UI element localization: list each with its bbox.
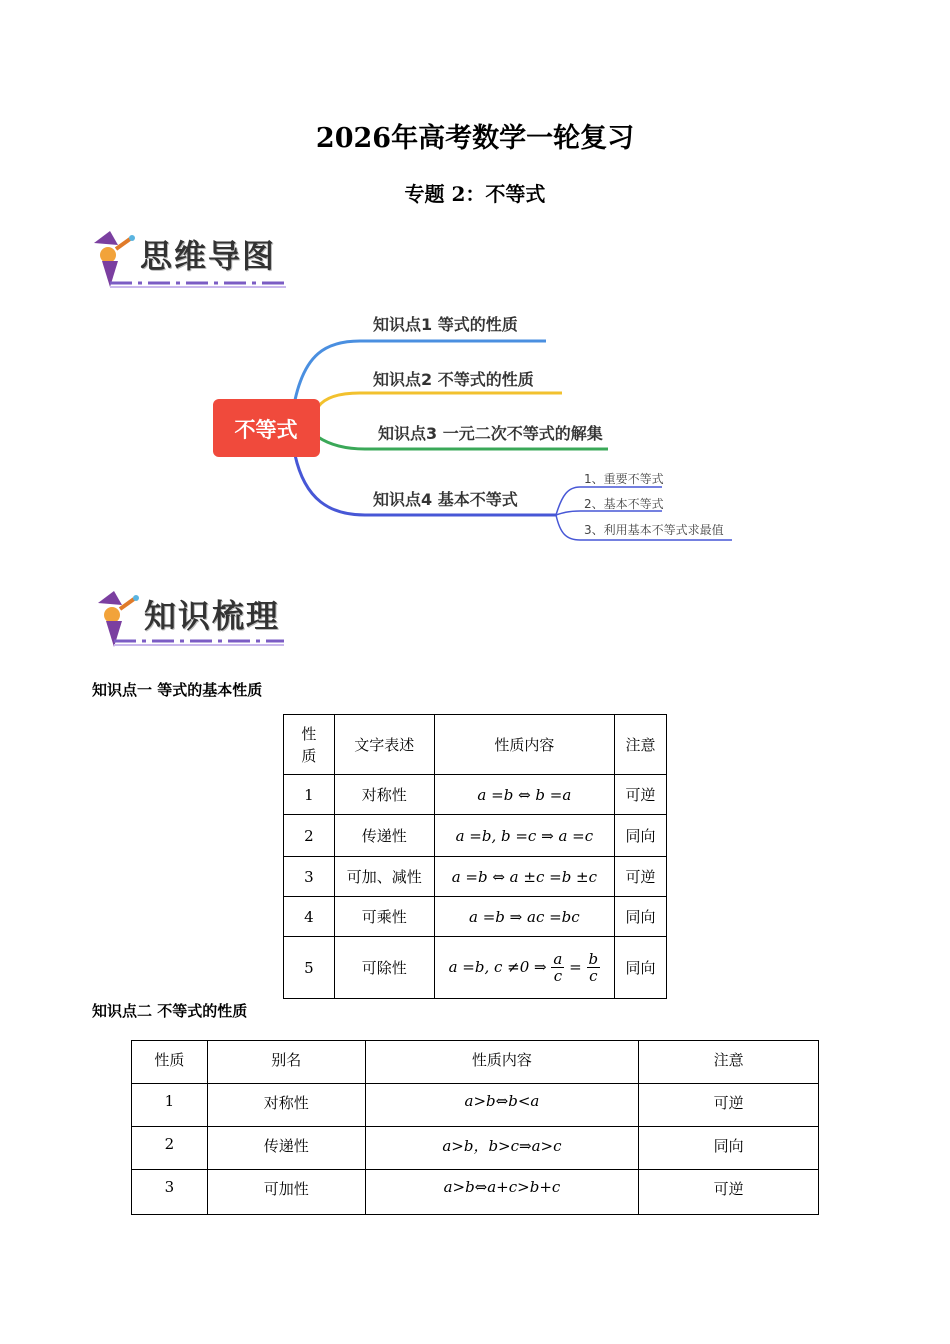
property-content: a>b⇔b<a	[365, 1084, 639, 1127]
mindmap-sub-3-label: 3、利用基本不等式求最值	[584, 523, 724, 537]
equality-properties-table	[283, 714, 667, 999]
mindmap-branch-3-label: 知识点3 一元二次不等式的解集	[378, 424, 603, 443]
property-note: 同向	[615, 897, 667, 937]
table-row	[284, 815, 667, 857]
header-cell: 注意	[615, 715, 667, 775]
mindmap-banner-title: 思维导图	[140, 237, 277, 275]
knowledge-banner-title: 知识梳理	[144, 597, 281, 635]
section-heading-1: 知识点一 等式的基本性质	[92, 681, 263, 699]
mindmap-branch-1-label: 知识点1 等式的性质	[373, 315, 518, 334]
mindmap-sub-1-label: 1、重要不等式	[584, 472, 664, 486]
mindmap-diagram	[200, 295, 760, 550]
header-cell: 性质	[132, 1041, 208, 1084]
property-note: 同向	[639, 1127, 819, 1170]
property-note: 可逆	[639, 1084, 819, 1127]
header-cell: 性质内容	[434, 715, 614, 775]
mindmap-branch-4-label: 知识点4 基本不等式	[373, 490, 518, 509]
property-content: a>b，b>c⇒a>c	[365, 1127, 639, 1170]
property-name: 可加、减性	[334, 857, 434, 897]
row-number: 5	[284, 937, 335, 999]
mindmap-root-label: 不等式	[234, 418, 298, 442]
property-name: 可除性	[334, 937, 434, 999]
table-row	[284, 857, 667, 897]
table-row	[132, 1127, 819, 1170]
section-heading-2: 知识点二 不等式的性质	[92, 1002, 248, 1020]
property-content: a =b ⇒ ac =bc	[434, 897, 614, 937]
row-number: 4	[284, 897, 335, 937]
property-name: 对称性	[207, 1084, 365, 1127]
table-row	[132, 1170, 819, 1215]
mindmap-branch-2-label: 知识点2 不等式的性质	[373, 370, 534, 389]
table-row	[132, 1084, 819, 1127]
table-header-row	[284, 715, 667, 775]
table-row	[284, 937, 667, 999]
property-content: a =b ⇔ a ±c =b ±c	[434, 857, 614, 897]
property-note: 可逆	[639, 1170, 819, 1215]
mindmap-sub-2-label: 2、基本不等式	[584, 497, 664, 511]
property-name: 传递性	[334, 815, 434, 857]
table-row	[284, 775, 667, 815]
fraction: $\frac{b}{c}$	[588, 949, 599, 985]
property-content: a =b, c ≠0 ⇒ $\frac{a}{c}$ = $\frac{b}{c}$	[434, 937, 614, 999]
property-name: 对称性	[334, 775, 434, 815]
page-title: 2026年高考数学一轮复习	[315, 123, 635, 154]
header-cell: 性质内容	[365, 1041, 639, 1084]
inequality-properties-table	[131, 1040, 819, 1215]
row-number: 3	[132, 1170, 208, 1215]
row-number: 2	[284, 815, 335, 857]
property-name: 可乘性	[334, 897, 434, 937]
property-content: a =b ⇔ b =a	[434, 775, 614, 815]
page-subtitle: 专题 2：不等式	[404, 182, 546, 206]
property-name: 可加性	[207, 1170, 365, 1215]
row-number: 1	[284, 775, 335, 815]
property-note: 可逆	[615, 775, 667, 815]
header-cell: 别名	[207, 1041, 365, 1084]
mindmap-branch-2-line	[318, 393, 562, 407]
row-number: 1	[132, 1084, 208, 1127]
property-name: 传递性	[207, 1127, 365, 1170]
header-cell: 注意	[639, 1041, 819, 1084]
table-row	[284, 897, 667, 937]
fraction: $\frac{a}{c}$	[553, 949, 563, 985]
property-note: 同向	[615, 815, 667, 857]
property-content: a =b, b =c ⇒ a =c	[434, 815, 614, 857]
mindmap-sub-2-line	[556, 511, 662, 515]
row-number: 2	[132, 1127, 208, 1170]
mindmap-banner	[88, 225, 298, 295]
table-header-row	[132, 1041, 819, 1084]
property-note: 同向	[615, 937, 667, 999]
property-content: a>b⇔a+c>b+c	[365, 1170, 639, 1215]
header-cell: 文字表述	[334, 715, 434, 775]
knowledge-banner	[92, 585, 302, 655]
header-cell: 性质	[284, 715, 335, 775]
row-number: 3	[284, 857, 335, 897]
property-note: 可逆	[615, 857, 667, 897]
